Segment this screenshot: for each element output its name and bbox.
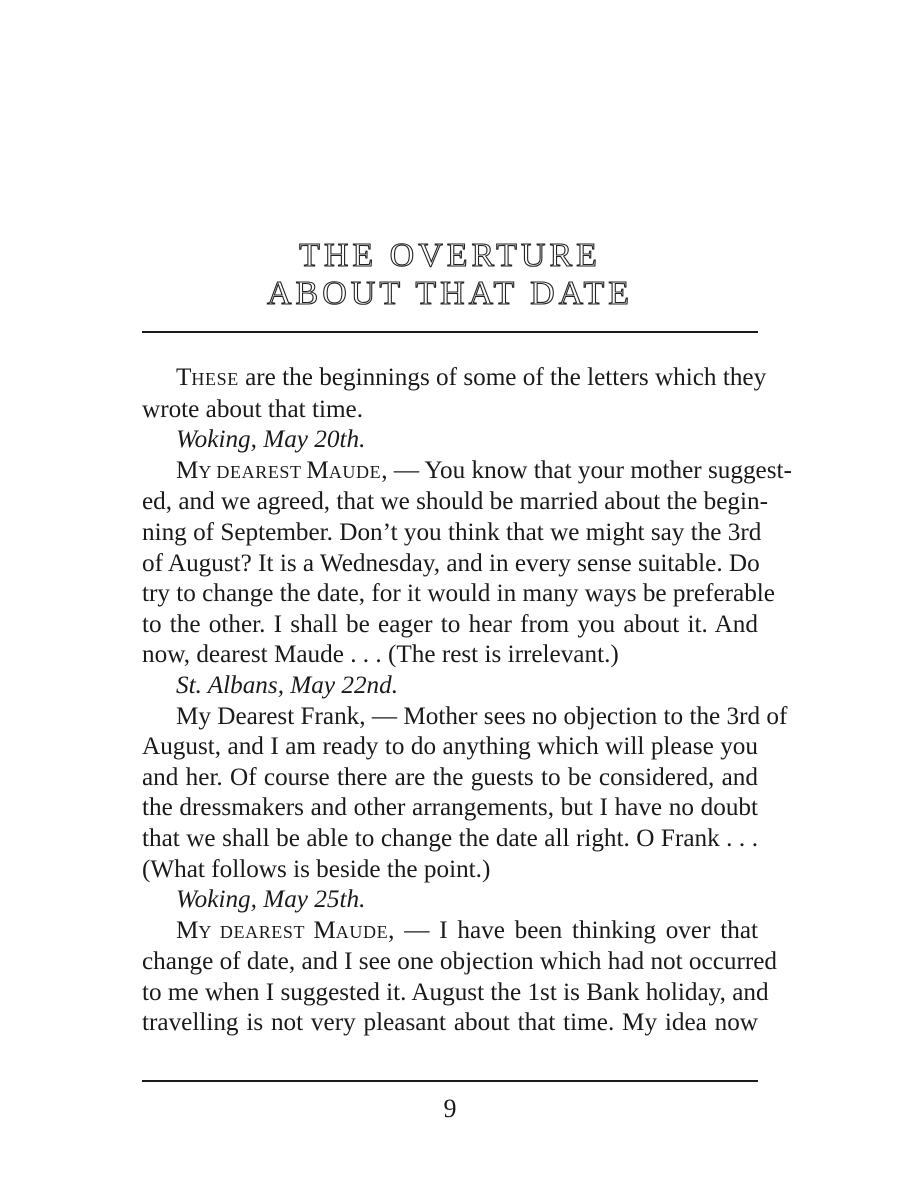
dateline-date: , May 20: [250, 426, 340, 454]
dateline-woking-20: [142, 425, 758, 456]
text-segment: are the beginnings of some of the letters which they: [238, 364, 767, 391]
dateline-suffix: th: [339, 426, 360, 454]
text-line: the dressmakers and other arrangements, but I have no doubt: [142, 794, 758, 822]
small-caps-initial: M: [176, 456, 199, 484]
small-caps-text: HESE: [191, 369, 239, 389]
small-caps-initial: M: [313, 916, 336, 944]
bottom-rule: [142, 1080, 758, 1082]
chapter-title-line-2: ABOUT THAT DATE: [266, 275, 634, 312]
text-line: (What follows is beside the point.): [142, 855, 491, 883]
text-segment: , — I have been thinking over that: [388, 916, 758, 944]
text-line: and her. Of course there are the guests to be considered, and: [142, 763, 758, 791]
text-line: to me when I suggested it. August the 1st is Bank holiday, and: [142, 978, 769, 1006]
text-line: change of date, and I see one objection which had not occurred: [142, 948, 778, 976]
small-caps-text: AUDE: [328, 461, 382, 482]
text-line: of August? It is a Wednesday, and in every sense suitable. Do: [142, 549, 760, 577]
text-line: to the other. I shall be eager to hear from you about it. And: [142, 610, 758, 638]
dateline-place: St. Albans: [176, 671, 278, 699]
text-line: August, and I am ready to do anything which will please you: [142, 733, 758, 761]
small-caps-text: AUDE: [335, 921, 389, 942]
page-number: 9: [443, 1094, 457, 1123]
text-line: [142, 363, 767, 395]
dateline-end: .: [391, 671, 399, 699]
chapter-title-line-1: THE OVERTURE: [299, 237, 601, 274]
dateline-suffix: nd: [366, 671, 392, 699]
dateline-date: , May 25: [250, 886, 340, 914]
small-caps-initial: M: [306, 456, 329, 484]
small-caps-initial: M: [176, 916, 199, 944]
top-rule: [142, 331, 758, 333]
text-line: try to change the date, for it would in many ways be preferable: [142, 580, 775, 608]
small-caps-text: Y DEAREST: [198, 921, 314, 942]
text-line: ed, and we agreed, that we should be married about the begin-: [142, 488, 768, 516]
text-line: [142, 916, 758, 948]
dateline-woking-25: [142, 885, 758, 916]
small-caps-initial: T: [176, 364, 192, 391]
text-line: wrote about that time.: [142, 395, 364, 423]
small-caps-text: Y DEAREST: [198, 461, 307, 482]
text-line: My Dearest Frank, — Mother sees no objection to the 3rd of: [176, 702, 788, 730]
dateline-date: , May 22: [277, 671, 367, 699]
dateline-place: Woking: [176, 426, 251, 454]
text-line: now, dearest Maude . . . (The rest is irrelevant.): [142, 641, 619, 669]
text-segment: , — You know that your mother suggest-: [381, 456, 792, 484]
dateline-suffix: th: [339, 886, 360, 914]
body-text: [142, 363, 792, 1039]
dateline-st-albans-22: [142, 671, 758, 702]
text-line: [142, 456, 792, 488]
dateline-end: .: [359, 426, 366, 454]
dateline-end: .: [359, 886, 366, 914]
text-line: ning of September. Don’t you think that we might say the 3rd: [142, 518, 762, 546]
dateline-place: Woking: [176, 886, 251, 914]
text-line: that we shall be able to change the date all right. O Frank . . .: [142, 824, 758, 852]
text-line: travelling is not very pleasant about that time. My idea now: [142, 1009, 758, 1037]
